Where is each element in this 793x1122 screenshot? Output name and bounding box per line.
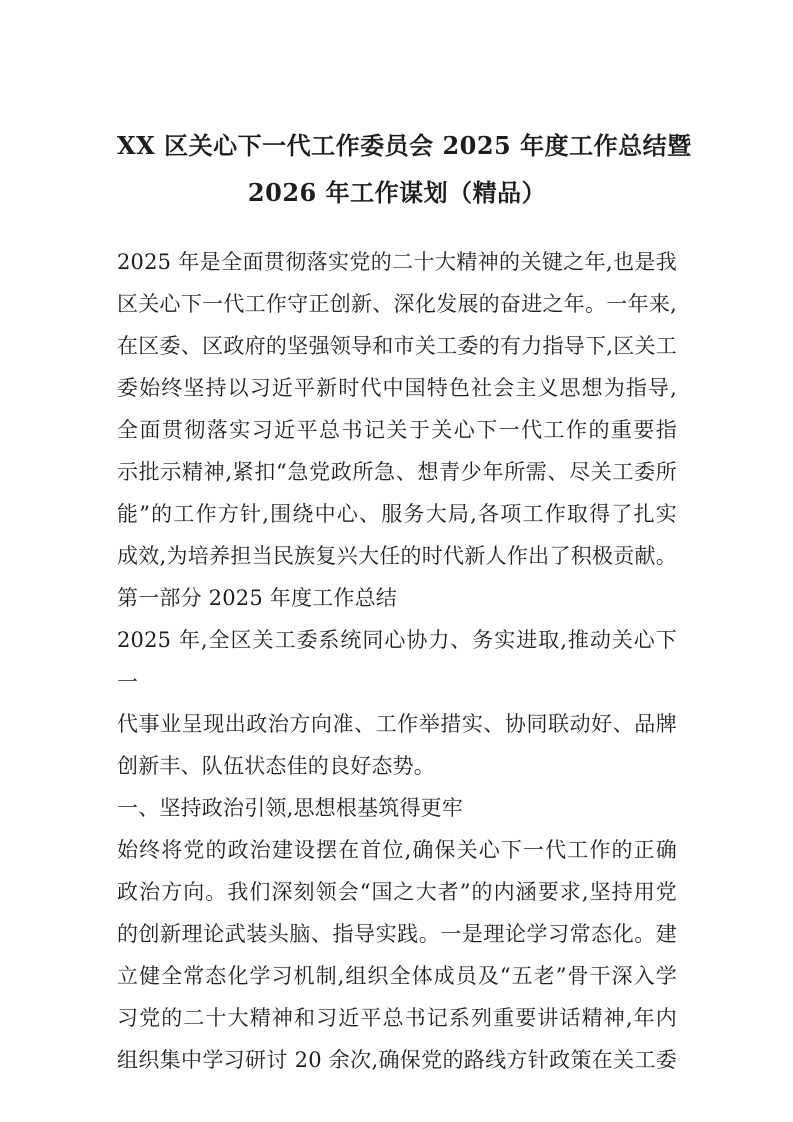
text-line: 代事业呈现出政治方向准、工作举措实、协同联动好、品牌 — [117, 712, 677, 736]
text-line: 全面贯彻落实习近平总书记关于关心下一代工作的重要指 — [117, 418, 677, 442]
title-line: 2026 年工作谋划（精品） — [247, 178, 547, 207]
text-line: 示批示精神,紧扣“急党政所急、想青少年所需、尽关工委所 — [117, 460, 677, 484]
text-line: 区关心下一代工作守正创新、深化发展的奋进之年。一年来, — [117, 292, 677, 316]
text-line: 创新丰、队伍状态佳的良好态势。 — [117, 754, 435, 778]
text-line: 组织集中学习研讨 20 余次,确保党的路线方针政策在关工委 — [117, 1048, 677, 1072]
text-line: 立健全常态化学习机制,组织全体成员及“五老”骨干深入学 — [117, 964, 677, 988]
text-line: 成效,为培养担当民族复兴大任的时代新人作出了积极贡献。 — [117, 544, 677, 568]
text-line: 政治方向。我们深刻领会“国之大者”的内涵要求,坚持用党 — [117, 880, 677, 904]
title-line: XX 区关心下一代工作委员会 2025 年度工作总结暨 — [117, 131, 692, 160]
text-line: 习党的二十大精神和习近平总书记系列重要讲话精神,年内 — [117, 1006, 677, 1030]
document-content — [117, 122, 692, 1081]
text-line: 2025 年是全面贯彻落实党的二十大精神的关键之年,也是我 — [117, 250, 677, 274]
text-line: 能”的工作方针,围绕中心、服务大局,各项工作取得了扎实 — [117, 502, 677, 526]
text-line: 第一部分 2025 年度工作总结 — [117, 586, 397, 610]
document-body — [117, 241, 677, 1081]
text-line: 2025 年,全区关工委系统同心协力、务实进取,推动关心下一 — [117, 628, 677, 694]
text-line: 始终将党的政治建设摆在首位,确保关心下一代工作的正确 — [117, 838, 677, 862]
text-line: 的创新理论武装头脑、指导实践。一是理论学习常态化。建 — [117, 922, 677, 946]
text-line: 委始终坚持以习近平新时代中国特色社会主义思想为指导, — [117, 376, 677, 400]
text-line: 在区委、区政府的坚强领导和市关工委的有力指导下,区关工 — [117, 334, 677, 358]
document-title — [117, 122, 692, 216]
text-line: 一、坚持政治引领,思想根基筑得更牢 — [117, 796, 464, 820]
